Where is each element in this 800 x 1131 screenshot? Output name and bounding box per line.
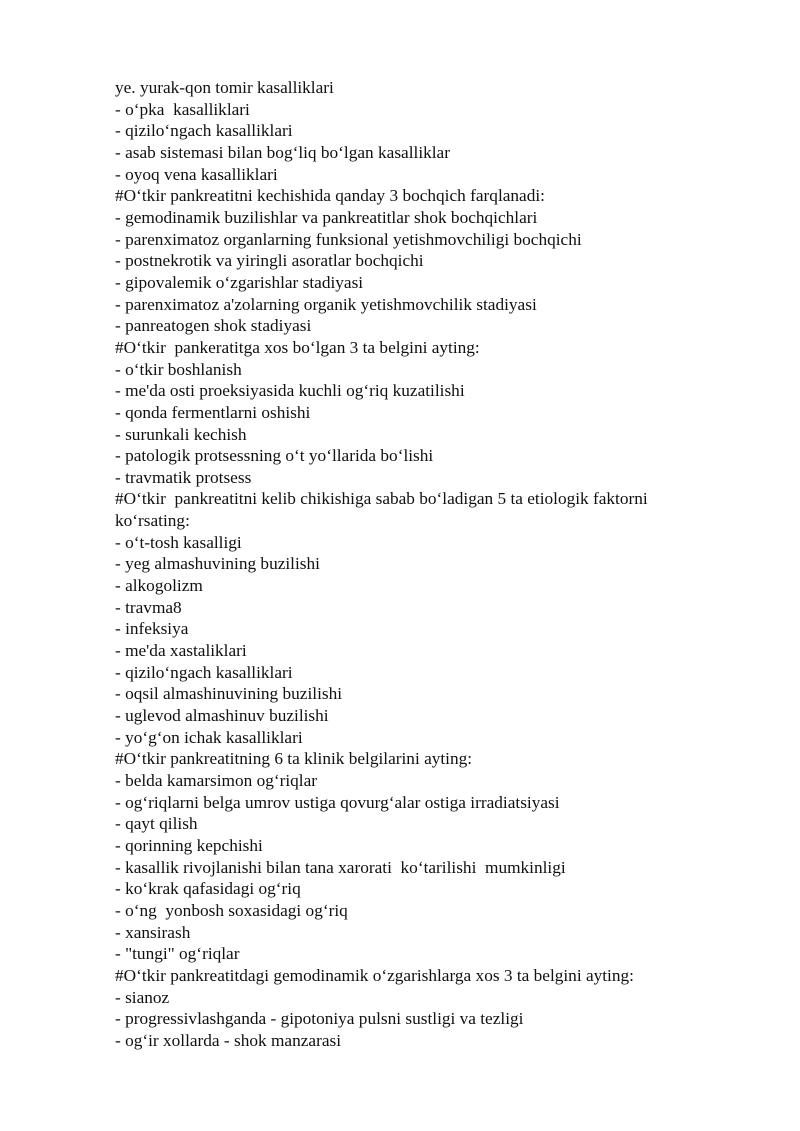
text-line: - patologik protsessning o‘t yo‘llarida bo‘lishi [115,446,434,466]
text-line: - sianoz [115,987,170,1007]
text-line: - postnekrotik va yiringli asoratlar bochqichi [115,251,424,271]
text-line: - "tungi" og‘riqlar [115,944,240,964]
text-line: - progressivlashganda - gipotoniya pulsni sustligi va tezligi [115,1009,524,1029]
text-line: - kasallik rivojlanishi bilan tana xarorati ko‘tarilishi mumkinligi [115,857,566,877]
text-line: - uglevod almashinuv buzilishi [115,706,329,726]
text-line: - gipovalemik o‘zgarishlar stadiyasi [115,272,364,292]
text-line: - me'da xastaliklari [115,641,247,661]
text-line: - og‘riqlarni belga umrov ustiga qovurg‘alar ostiga irradiatsiyasi [115,792,560,812]
text-line: - xansirash [115,922,191,942]
text-line: - yeg almashuvining buzilishi [115,554,320,574]
text-line: - oqsil almashinuvining buzilishi [115,684,343,704]
question-heading: #O‘tkir pankreatitni kechishida qanday 3 bochqich farqlanadi: [115,186,545,206]
question-heading: #O‘tkir pankreatitni kelib chikishiga sabab bo‘ladigan 5 ta etiologik faktorni ko‘rsating: [115,489,653,531]
text-line: - qizilo‘ngach kasalliklari [115,121,293,141]
text-line: - qizilo‘ngach kasalliklari [115,662,293,682]
question-heading: #O‘tkir pankreatitdagi gemodinamik o‘zgarishlarga xos 3 ta belgini ayting: [115,965,634,985]
text-line: - o‘t-tosh kasalligi [115,532,242,552]
text-line: - asab sistemasi bilan bog‘liq bo‘lgan kasalliklar [115,142,450,162]
text-line: - parenximatoz a'zolarning organik yetishmovchilik stadiyasi [115,294,537,314]
text-line: - qorinning kepchishi [115,835,263,855]
text-line: - travma8 [115,597,182,617]
question-heading: #O‘tkir pankeratitga xos bo‘lgan 3 ta belgini ayting: [115,337,480,357]
text-line: ye. yurak-qon tomir kasalliklari [115,78,334,97]
text-line: - travmatik protsess [115,467,252,487]
text-line: - oyoq vena kasalliklari [115,164,278,184]
text-line: - panreatogen shok stadiyasi [115,316,312,336]
text-line: - ko‘krak qafasidagi og‘riq [115,879,301,899]
text-line: - qonda fermentlarni oshishi [115,402,311,422]
text-line: - og‘ir xollarda - shok manzarasi [115,1030,342,1050]
text-line: - infeksiya [115,619,189,639]
text-line: - yo‘g‘on ichak kasalliklari [115,727,303,747]
text-line: - o‘tkir boshlanish [115,359,242,379]
text-line: - gemodinamik buzilishlar va pankreatitlar shok bochqichlari [115,207,538,227]
text-line: - parenximatoz organlarning funksional yetishmovchiligi bochqichi [115,229,582,249]
text-line: - qayt qilish [115,814,198,834]
text-line: - me'da osti proeksiyasida kuchli og‘riq kuzatilishi [115,381,465,401]
text-line: - surunkali kechish [115,424,247,444]
text-line: - o‘ng yonbosh soxasidagi og‘riq [115,900,348,920]
text-line: - belda kamarsimon og‘riqlar [115,771,318,790]
question-heading: #O‘tkir pankreatitning 6 ta klinik belgilarini ayting: [115,749,473,769]
text-line: - alkogolizm [115,576,203,596]
document-text [115,77,705,1052]
text-line: - o‘pka kasalliklari [115,99,250,119]
